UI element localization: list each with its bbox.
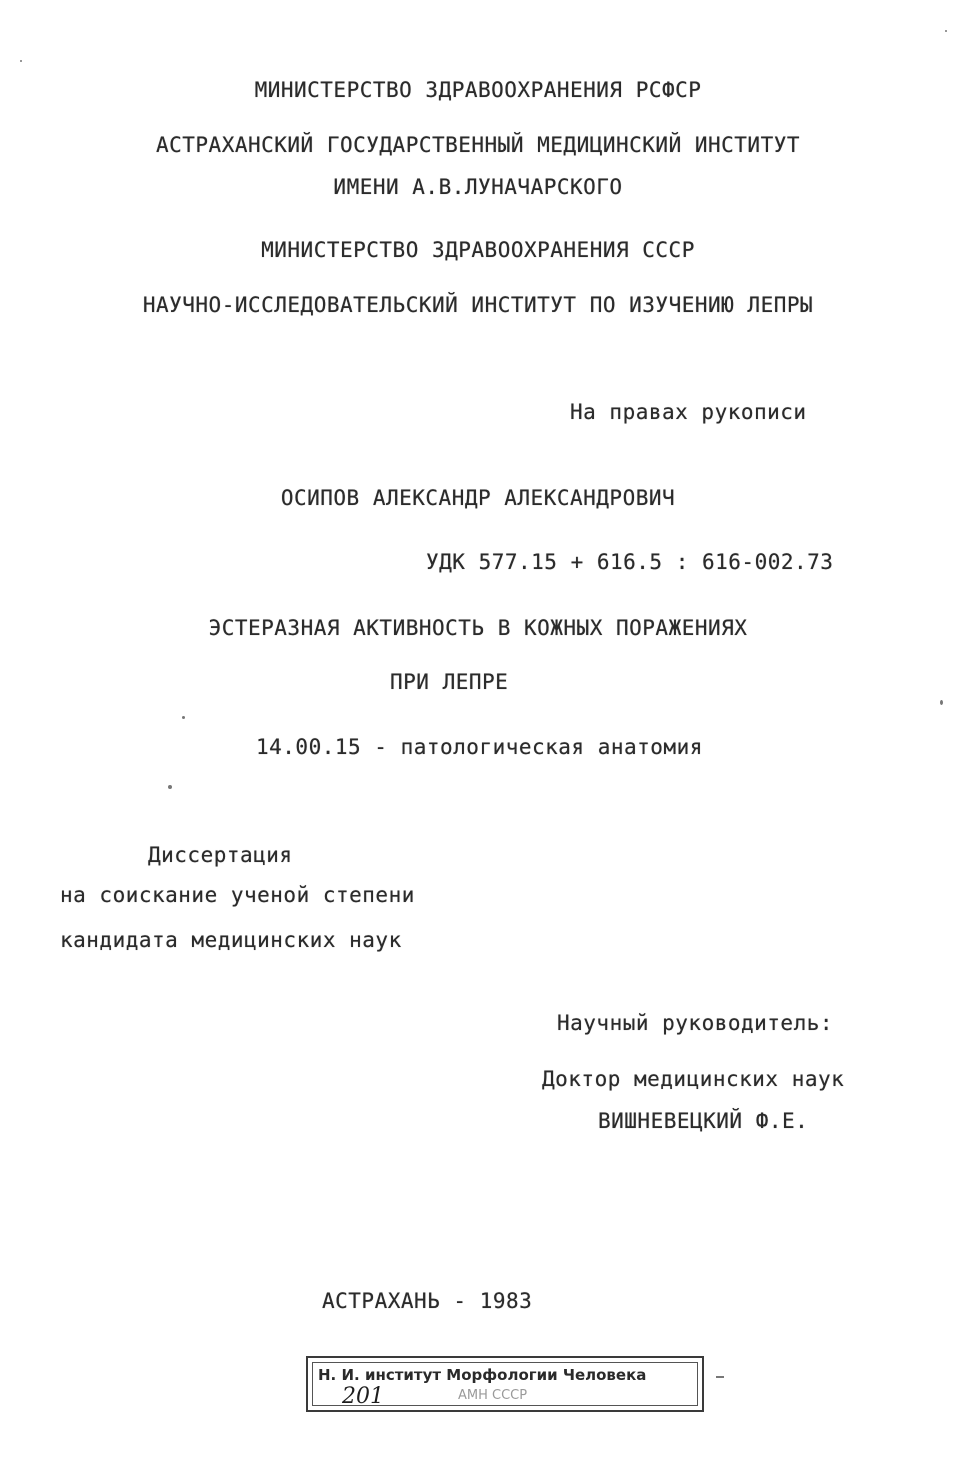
stamp-academy-text: АМН СССР <box>458 1388 528 1403</box>
library-stamp <box>306 1356 704 1412</box>
institute-astrakhan: АСТРАХАНСКИЙ ГОСУДАРСТВЕННЫЙ МЕДИЦИНСКИЙ ИНСТИТУТ <box>155 133 800 157</box>
title-line-2: ПРИ ЛЕПРЕ <box>390 670 509 694</box>
author-name: ОСИПОВ АЛЕКСАНДР АЛЕКСАНДРОВИЧ <box>280 486 676 510</box>
udk-code: УДК 577.15 + 616.5 : 616-002.73 <box>426 550 834 574</box>
scan-speck <box>940 700 943 705</box>
specialty: 14.00.15 - патологическая анатомия <box>256 735 703 759</box>
ministry-rsfsr: МИНИСТЕРСТВО ЗДРАВООХРАНЕНИЯ РСФСР <box>254 78 702 102</box>
scan-speck <box>716 1376 724 1378</box>
stamp-handwritten-number: 201 <box>342 1384 384 1409</box>
degree-line-3: кандидата медицинских наук <box>60 928 402 952</box>
degree-line-1: Диссертация <box>148 843 293 867</box>
supervisor-label: Научный руководитель: <box>557 1011 834 1035</box>
place-year: АСТРАХАНЬ - 1983 <box>322 1289 533 1313</box>
supervisor-title: Доктор медицинских наук <box>542 1067 845 1091</box>
supervisor-name: ВИШНЕВЕЦКИЙ Ф.Е. <box>598 1109 809 1133</box>
title-line-1: ЭСТЕРАЗНАЯ АКТИВНОСТЬ В КОЖНЫХ ПОРАЖЕНИЯХ <box>208 616 748 640</box>
research-institute: НАУЧНО-ИССЛЕДОВАТЕЛЬСКИЙ ИНСТИТУТ ПО ИЗУЧЕНИЮ ЛЕПРЫ <box>142 293 814 317</box>
stamp-institute-text: Н. И. институт Морфологии Человека <box>318 1366 647 1384</box>
scan-speck <box>20 60 22 62</box>
scan-speck <box>168 785 172 789</box>
scan-speck <box>182 716 185 719</box>
manuscript-note: На правах рукописи <box>570 400 807 424</box>
degree-line-2: на соискание ученой степени <box>60 883 415 907</box>
scan-speck <box>945 30 947 32</box>
institute-named: ИМЕНИ А.В.ЛУНАЧАРСКОГО <box>333 175 623 199</box>
ministry-ussr: МИНИСТЕРСТВО ЗДРАВООХРАНЕНИЯ СССР <box>261 238 695 262</box>
